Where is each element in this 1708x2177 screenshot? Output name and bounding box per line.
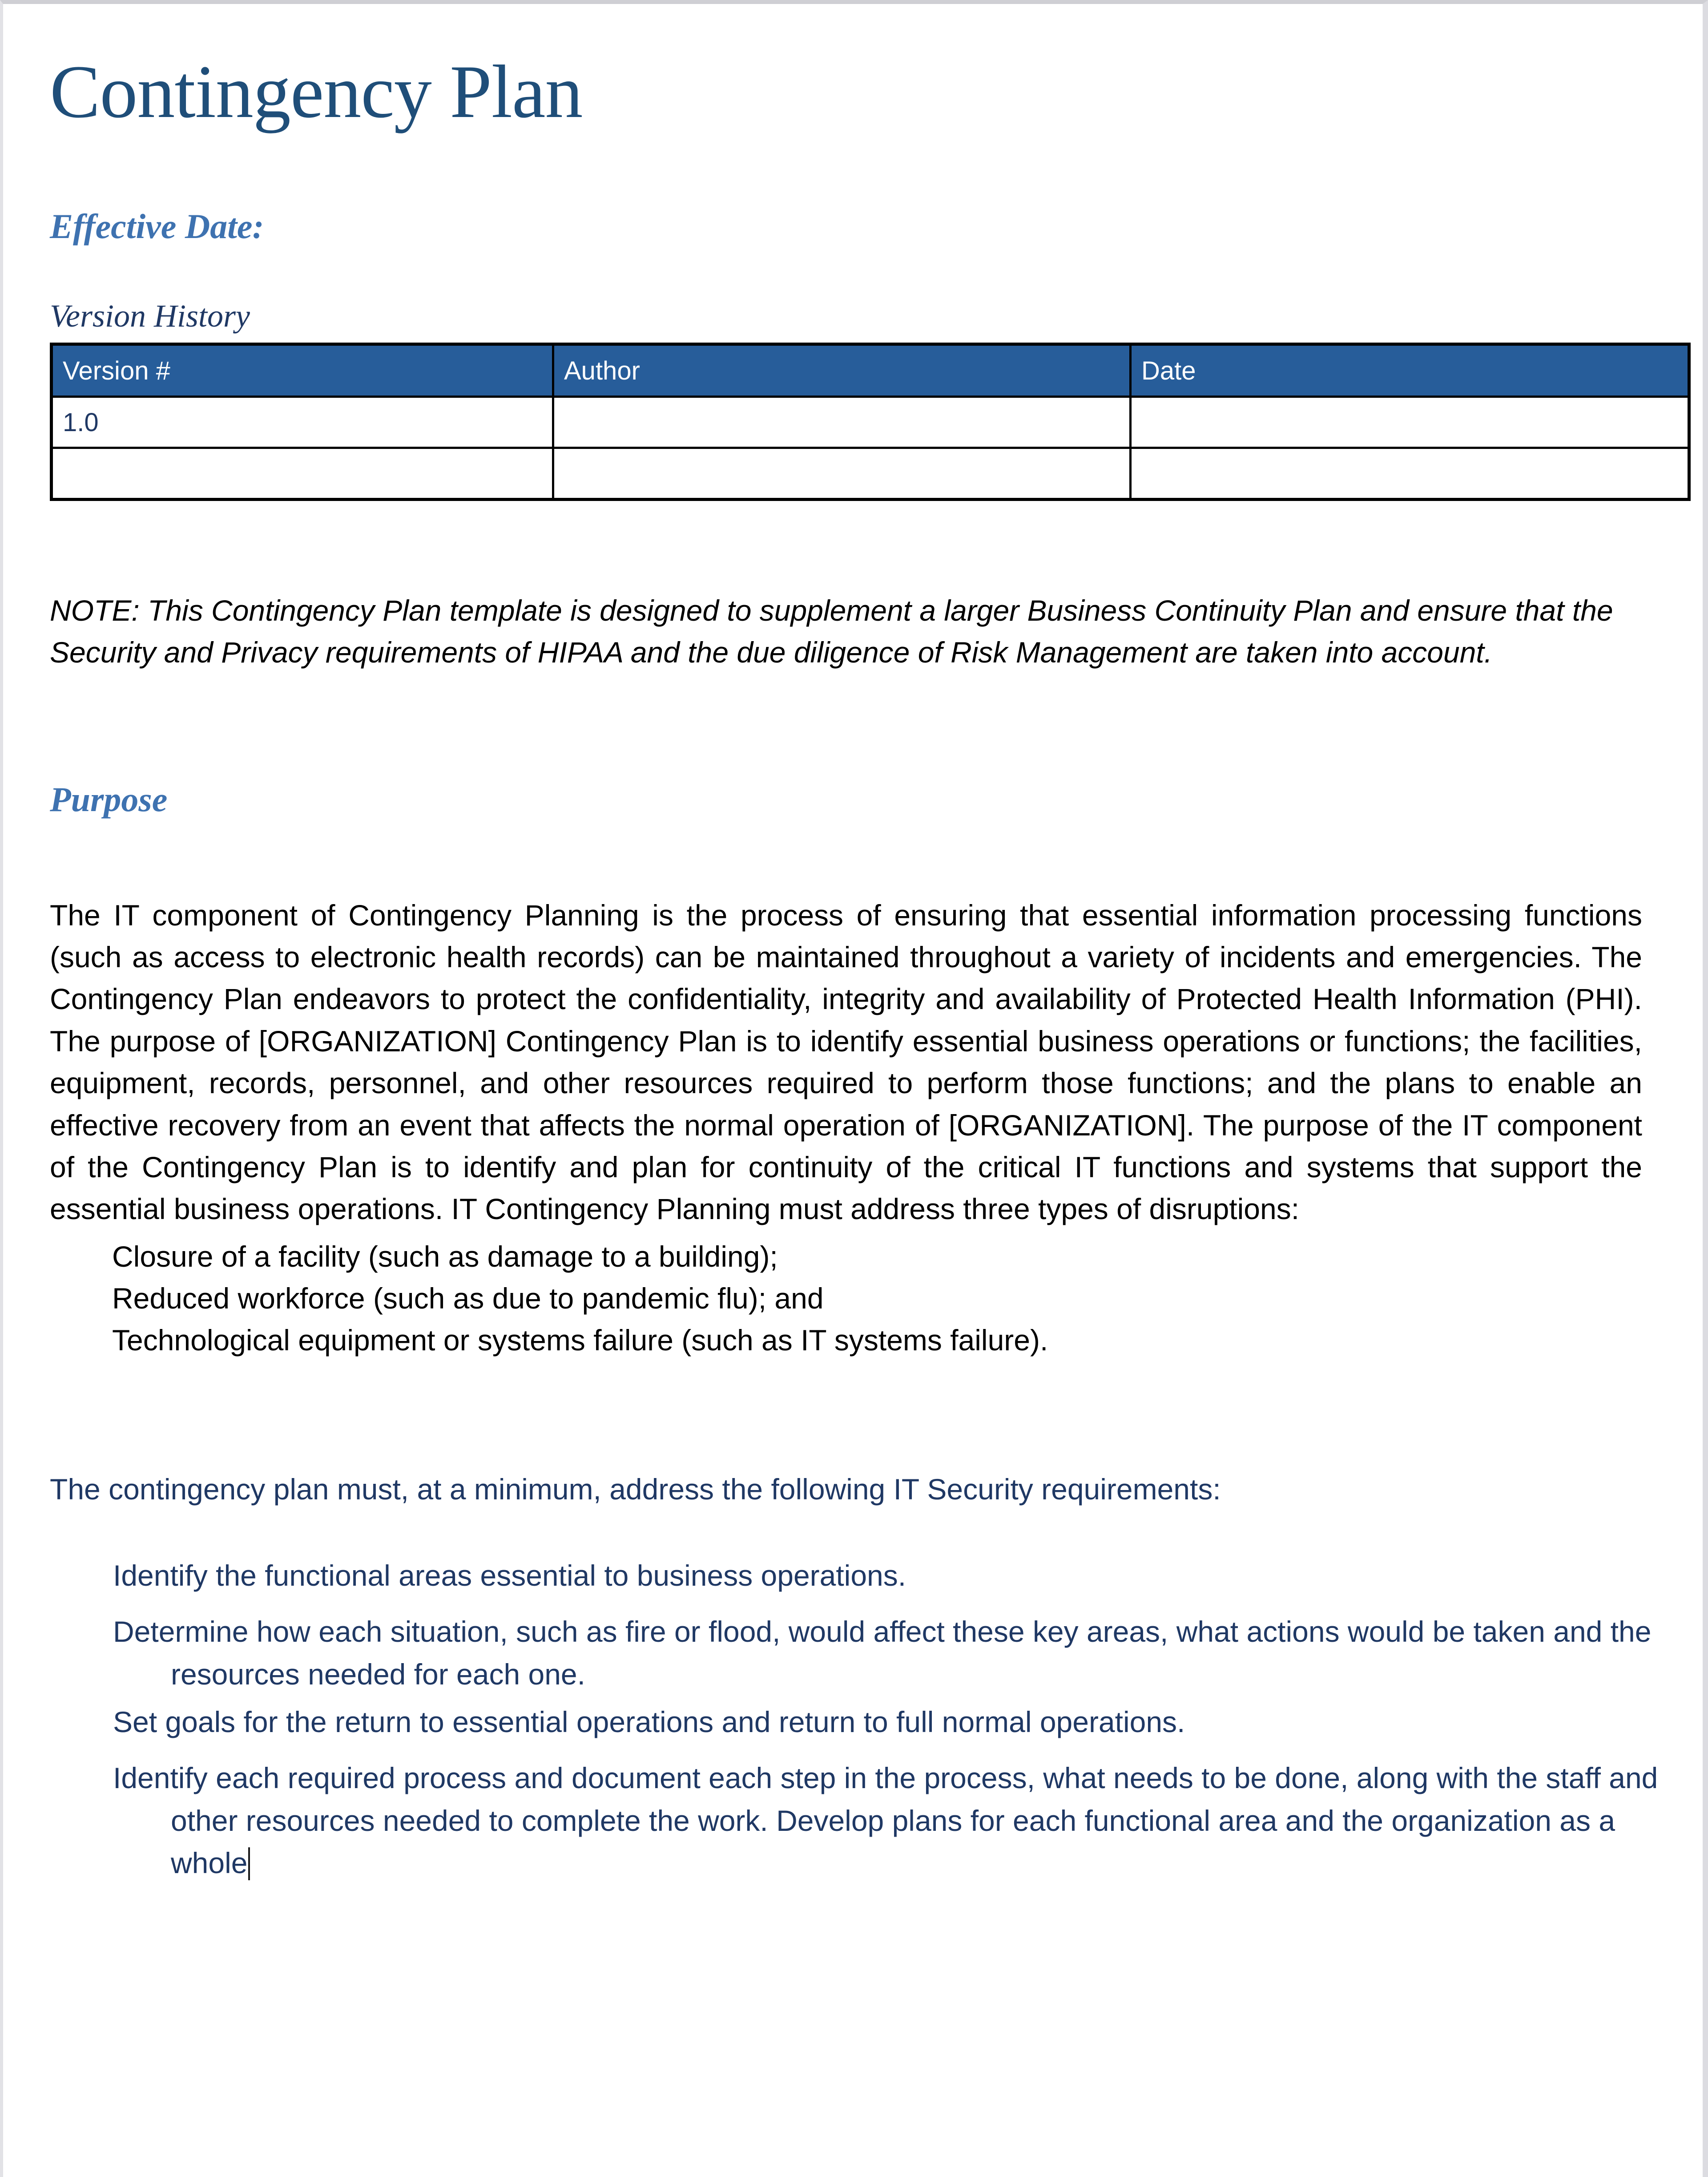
table-header-row bbox=[52, 344, 1689, 397]
cell-version[interactable]: 1.0 bbox=[52, 397, 553, 448]
cell-date[interactable] bbox=[1131, 397, 1689, 448]
cell-date[interactable] bbox=[1131, 448, 1689, 500]
column-header-author: Author bbox=[553, 344, 1131, 397]
purpose-paragraph: The IT component of Contingency Planning is the process of ensuring that essential information processing functions (such as access to electronic health records) can be maintained throughout a variety of incidents and emergencies. The Contingency Plan endeavors to protect the confidentiality, integrity and availability of Protected Health Information (PHI). The purpose of [ORGANIZATION] Contingency Plan is to identify essential business operations or functions; the facilities, equipment, records, personnel, and other resources required to perform those functions; and the plans to enable an effective recovery from an event that affects the normal operation of [ORGANIZATION]. The purpose of the IT component of the Contingency Plan is to identify and plan for continuity of the critical IT functions and systems that support the essential business operations. IT Contingency Planning must address three types of disruptions: bbox=[50, 898, 1642, 1226]
column-header-version: Version # bbox=[52, 344, 553, 397]
requirement-item: Set goals for the return to essential operations and return to full normal operations. bbox=[113, 1705, 1185, 1739]
requirements-lead-in: The contingency plan must, at a minimum, address the following IT Security requirements: bbox=[50, 1472, 1221, 1506]
requirement-item-active[interactable] bbox=[50, 1757, 1696, 1885]
requirement-item: Determine how each situation, such as fire or flood, would affect these key areas, what actions would be taken and the resources needed for each one. bbox=[113, 1615, 1652, 1691]
version-history-heading: Version History bbox=[50, 298, 250, 334]
disruption-item: Closure of a facility (such as damage to a building); bbox=[112, 1240, 778, 1273]
effective-date-heading: Effective Date: bbox=[50, 206, 264, 246]
text-cursor bbox=[248, 1847, 250, 1880]
column-header-date: Date bbox=[1131, 344, 1689, 397]
disruption-item: Technological equipment or systems failure (such as IT systems failure). bbox=[112, 1324, 1048, 1357]
note-paragraph: NOTE: This Contingency Plan template is designed to supplement a larger Business Continuity Plan and ensure that the Security and Privacy requirements of HIPAA and the due diligence of Risk Management are taken into account. bbox=[50, 594, 1613, 669]
table-row bbox=[52, 397, 1689, 448]
table-row bbox=[52, 448, 1689, 500]
requirement-item-text: Identify each required process and document each step in the process, what needs to be done, along with the staff and other resources needed to complete the work. Develop plans for each functional area and the organization as a whole bbox=[113, 1761, 1658, 1880]
requirement-item: Identify the functional areas essential to business operations. bbox=[113, 1559, 906, 1592]
document-content bbox=[50, 4, 1689, 1885]
cell-version[interactable] bbox=[52, 448, 553, 500]
disruption-item: Reduced workforce (such as due to pandemic flu); and bbox=[112, 1282, 824, 1315]
cell-author[interactable] bbox=[553, 397, 1131, 448]
page-title: Contingency Plan bbox=[50, 50, 583, 133]
version-history-table bbox=[50, 343, 1691, 501]
cell-author[interactable] bbox=[553, 448, 1131, 500]
purpose-heading: Purpose bbox=[50, 780, 168, 819]
